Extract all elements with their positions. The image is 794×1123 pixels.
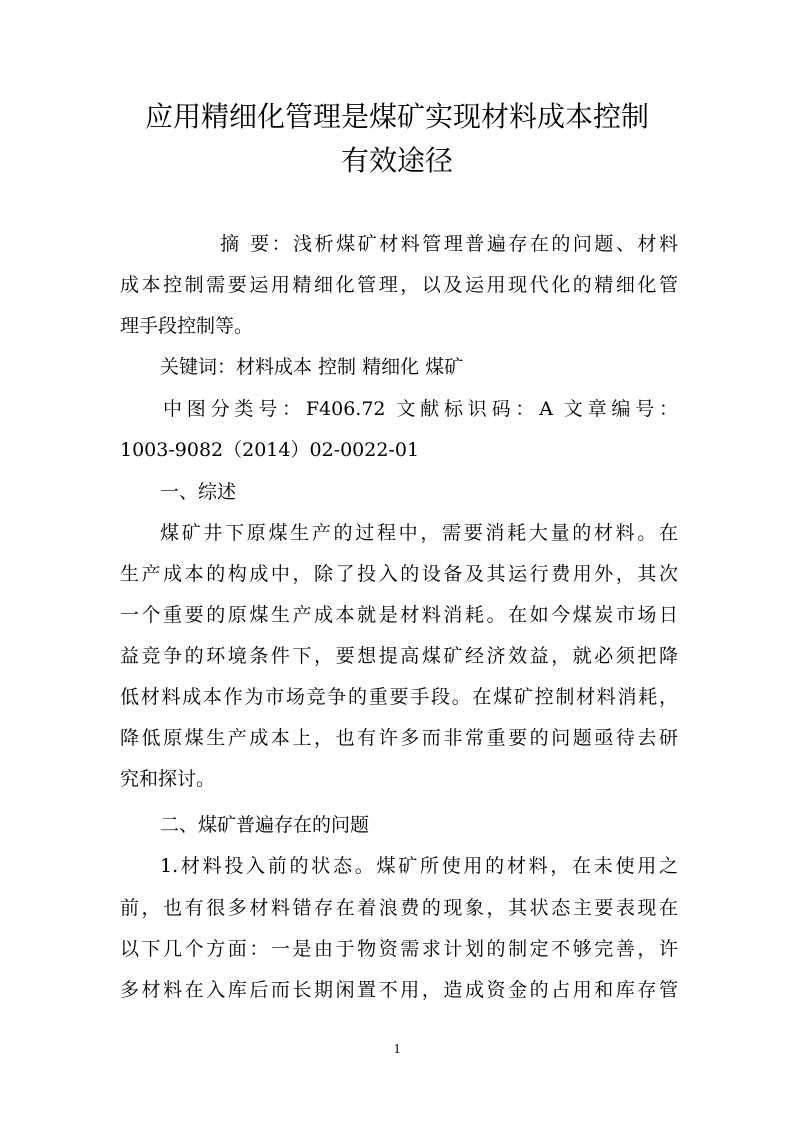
abstract-line-3: 理手段控制等。 — [120, 315, 254, 337]
abstract-line-2: 成本控制需要运用精细化管理，以及运用现代化的精细化管 — [120, 274, 678, 296]
section-2-line: 以下几个方面：一是由于物资需求计划的制定不够完善，许 — [120, 938, 678, 960]
page-number: 1 — [393, 1042, 401, 1057]
keywords-line: 关键词：材料成本 控制 精细化 煤矿 — [160, 356, 464, 378]
section-1-line: 生产成本的构成中，除了投入的设备及其运行费用外，其次 — [120, 563, 678, 585]
section-2-line: 多材料在入库后而长期闲置不用，造成资金的占用和库存管 — [120, 979, 678, 1001]
document-title-line-2: 有效途径 — [340, 144, 453, 177]
section-1-line: 煤矿井下原煤生产的过程中，需要消耗大量的材料。在 — [160, 522, 678, 544]
classification-line-1: 中图分类号：F406.72 文献标识码：A 文章编号： — [163, 398, 678, 420]
section-1-line: 降低原煤生产成本上，也有许多而非常重要的问题亟待去研 — [120, 727, 678, 749]
section-1-heading: 一、综述 — [160, 481, 237, 503]
section-1-line: 低材料成本作为市场竞争的重要手段。在煤矿控制材料消耗， — [120, 686, 678, 708]
section-1-line: 究和探讨。 — [120, 768, 216, 790]
section-2-heading: 二、煤矿普遍存在的问题 — [160, 814, 370, 836]
section-2-line: 1.材料投入前的状态。煤矿所使用的材料，在未使用之 — [160, 855, 678, 877]
abstract-line-1: 摘 要：浅析煤矿材料管理普遍存在的问题、材料 — [220, 233, 678, 255]
classification-line-2: 1003-9082（2014）02-0022-01 — [120, 439, 420, 461]
document-title-line-1: 应用精细化管理是煤矿实现材料成本控制 — [144, 100, 649, 133]
section-2-line: 前，也有很多材料错存在着浪费的现象，其状态主要表现在 — [120, 897, 678, 919]
section-1-line: 一个重要的原煤生产成本就是材料消耗。在如今煤炭市场日 — [120, 604, 678, 626]
section-1-line: 益竞争的环境条件下，要想提高煤矿经济效益，就必须把降 — [120, 645, 678, 667]
